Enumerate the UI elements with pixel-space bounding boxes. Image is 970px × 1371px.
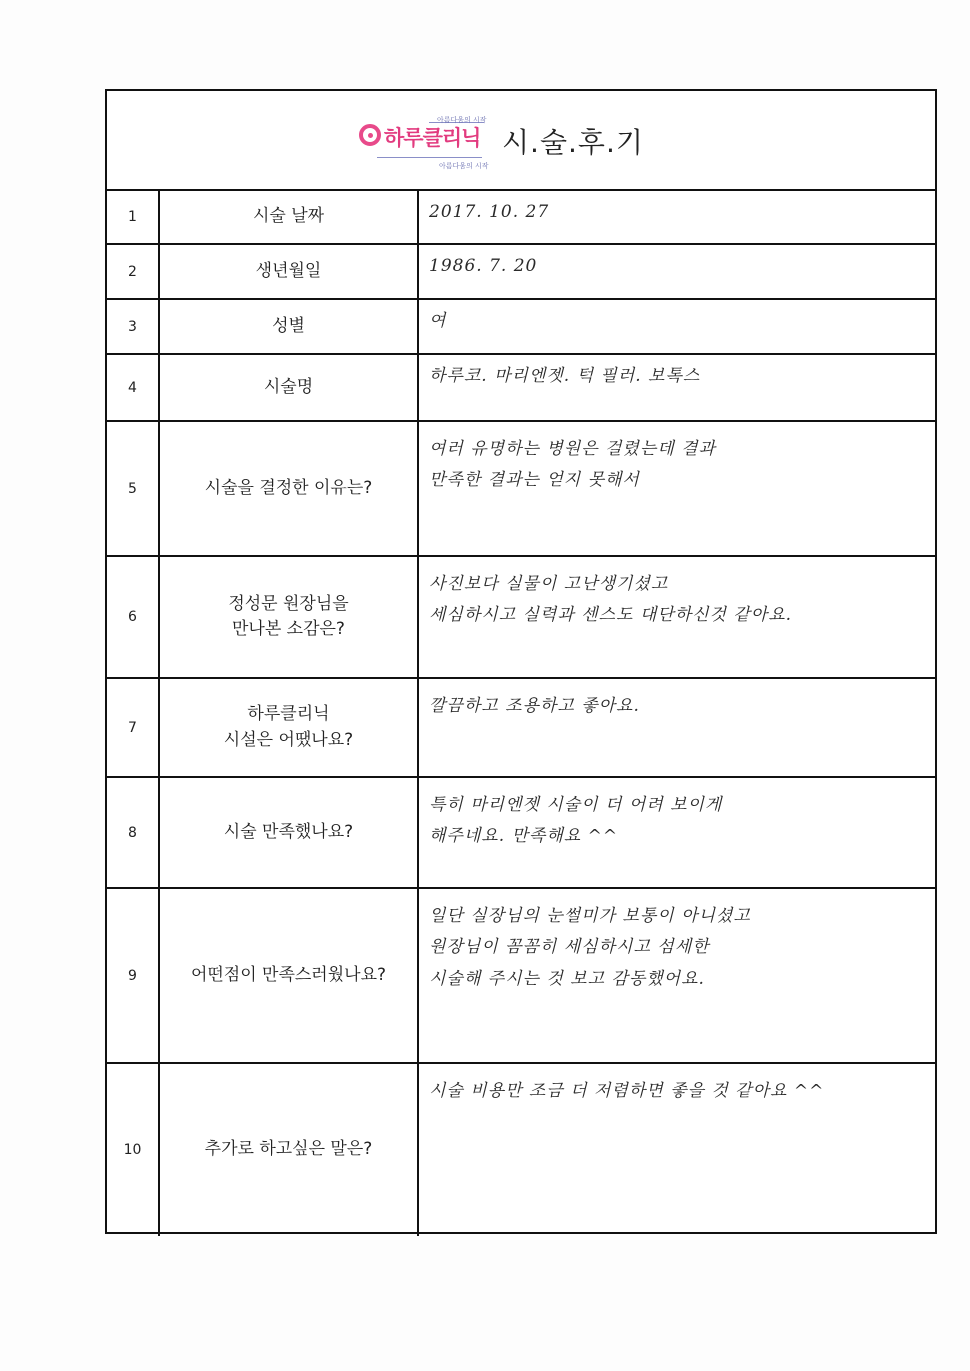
answer-line: 일단 실장님의 눈썰미가 보통이 아니셨고 bbox=[429, 906, 751, 926]
form-header bbox=[107, 91, 935, 191]
handwritten-answer bbox=[419, 889, 935, 1062]
row-number: 8 bbox=[107, 778, 160, 887]
question-label: 하루클리닉 시설은 어땠나요? bbox=[160, 679, 419, 776]
row-number: 6 bbox=[107, 557, 160, 677]
row-number: 7 bbox=[107, 679, 160, 776]
question-label: 어떤점이 만족스러웠나요? bbox=[160, 889, 419, 1062]
row-number: 1 bbox=[107, 191, 160, 243]
clock-icon bbox=[359, 124, 381, 146]
table-row bbox=[107, 679, 935, 778]
question-label: 시술을 결정한 이유는? bbox=[160, 422, 419, 555]
row-number: 4 bbox=[107, 355, 160, 420]
handwritten-answer bbox=[419, 191, 935, 243]
row-number: 3 bbox=[107, 300, 160, 353]
row-number: 10 bbox=[107, 1064, 160, 1236]
handwritten-answer bbox=[419, 355, 935, 420]
handwritten-answer bbox=[419, 300, 935, 353]
question-label: 시술명 bbox=[160, 355, 419, 420]
handwritten-answer bbox=[419, 679, 935, 776]
question-label: 시술 날짜 bbox=[160, 191, 419, 243]
review-form bbox=[105, 89, 937, 1234]
logo-divider-bottom bbox=[377, 157, 482, 158]
table-row bbox=[107, 557, 935, 679]
handwritten-answer bbox=[419, 422, 935, 555]
answer-line: 시술해 주시는 것 보고 감동했어요. bbox=[429, 968, 705, 989]
logo-tagline-bottom: 아름다움의 시작 bbox=[439, 162, 489, 170]
form-title: 시.술.후.기 bbox=[502, 126, 644, 159]
answer-line: 하루코. 마리엔젯. 턱 필러. 보톡스 bbox=[429, 366, 701, 386]
handwritten-answer bbox=[419, 245, 935, 298]
question-label: 생년월일 bbox=[160, 245, 419, 298]
table-row bbox=[107, 422, 935, 557]
handwritten-answer bbox=[419, 778, 935, 887]
clinic-logo bbox=[359, 111, 489, 171]
answer-line: 시술 비용만 조금 더 저렴하면 좋을 것 같아요 ^^ bbox=[429, 1081, 825, 1101]
row-number: 2 bbox=[107, 245, 160, 298]
table-row bbox=[107, 191, 935, 245]
answer-line: 1986. 7. 20 bbox=[429, 256, 538, 276]
row-number: 9 bbox=[107, 889, 160, 1062]
answer-line: 만족한 결과는 얻지 못해서 bbox=[429, 470, 640, 491]
answer-line: 2017. 10. 27 bbox=[429, 202, 550, 222]
answer-line: 사진보다 실물이 고난생기셨고 bbox=[429, 574, 669, 594]
row-number: 5 bbox=[107, 422, 160, 555]
answer-line: 특히 마리엔젯 시술이 더 어려 보이게 bbox=[429, 795, 723, 815]
logo-tagline-top: 아름다움의 시작 bbox=[437, 116, 487, 124]
table-row bbox=[107, 1064, 935, 1236]
table-row bbox=[107, 355, 935, 422]
table-row bbox=[107, 778, 935, 889]
question-label: 정성문 원장님을 만나본 소감은? bbox=[160, 557, 419, 677]
table-row bbox=[107, 889, 935, 1064]
question-label: 시술 만족했나요? bbox=[160, 778, 419, 887]
question-table bbox=[107, 191, 935, 1232]
handwritten-answer bbox=[419, 557, 935, 677]
answer-line: 여러 유명하는 병원은 걸렸는데 결과 bbox=[429, 439, 716, 459]
table-row bbox=[107, 245, 935, 300]
answer-line: 해주네요. 만족해요 ^^ bbox=[429, 826, 619, 847]
answer-line: 깔끔하고 조용하고 좋아요. bbox=[429, 696, 640, 716]
logo-name: 하루클리닉 bbox=[384, 126, 481, 150]
answer-line: 원장님이 꼼꼼히 세심하시고 섬세한 bbox=[429, 937, 710, 958]
answer-line: 세심하시고 실력과 센스도 대단하신것 같아요. bbox=[429, 605, 793, 626]
question-label: 성별 bbox=[160, 300, 419, 353]
answer-line: 여 bbox=[429, 311, 447, 331]
handwritten-answer bbox=[419, 1064, 935, 1236]
question-label: 추가로 하고싶은 말은? bbox=[160, 1064, 419, 1236]
table-row bbox=[107, 300, 935, 355]
